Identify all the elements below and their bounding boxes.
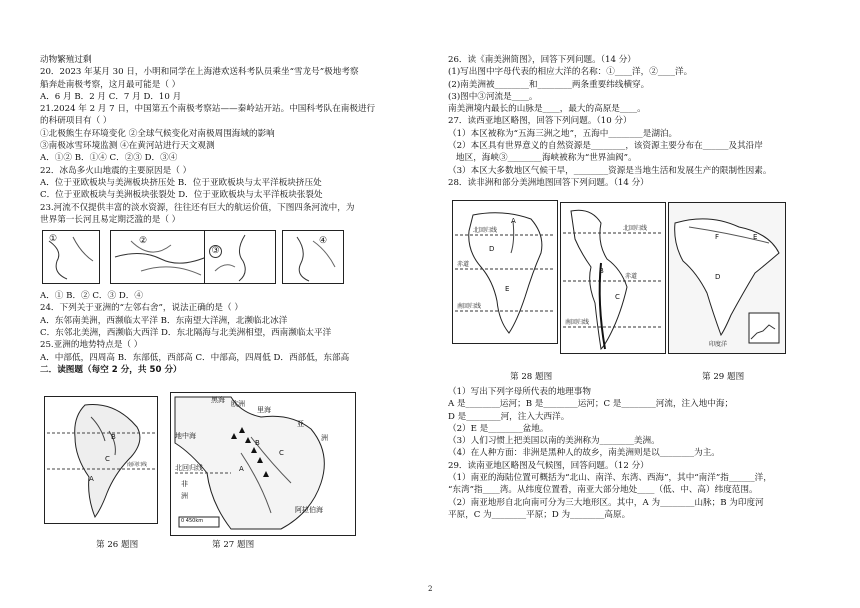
map-scale: 0 450km (181, 518, 204, 524)
text-line: （3）人们习惯上把美国以南的美洲称为________美洲。 (448, 436, 660, 447)
question-25: 25.亚洲的地势特点是（ ） (40, 340, 143, 351)
map-label: A (239, 465, 244, 473)
question-26: 26．读《南美洲简图》，回答下列问题。（14 分） (448, 55, 636, 65)
map-label: 阿拉伯海 (295, 506, 323, 514)
text-line: （1）写出下列字母所代表的地理事物 (448, 387, 591, 397)
map-label: 地中海 (175, 432, 196, 440)
question-28: 28．读非洲和部分美洲地图回答下列问题。（14 分） (448, 177, 649, 188)
caption-29: 第 29 题图 (702, 372, 745, 382)
map-label: 北回归线 (623, 225, 648, 232)
options-23: A．① B．② C．③ D．④ (40, 291, 143, 302)
text-line: 南美洲境内最长的山脉是____，最大的高原是____。 (448, 104, 646, 115)
right-column (448, 54, 828, 189)
map-label: F (715, 233, 720, 241)
caption-28: 第 28 题图 (510, 372, 553, 382)
map-label: 欧洲 (231, 400, 245, 408)
text-line: （1）本区被称为“五海三洲之地”，五海中________是湖泊。 (448, 128, 678, 139)
options-22: A．位于亚欧板块与美洲板块挤压处 B．位于亚欧板块与太平洋板块挤压处 (40, 177, 322, 188)
text-line: 动物繁殖过剩 (40, 55, 92, 65)
map-label: B (599, 267, 604, 275)
text-line: D 是________河，注入大西洋。 (448, 411, 570, 422)
river-label: ④ (319, 236, 328, 247)
text-line: (3)图中③河流是____。 (448, 91, 538, 102)
options-20: A．6 月 B．2 月 C．7 月 D．10 月 (40, 91, 182, 102)
map-26-south-america (44, 396, 158, 524)
question-23: 23.河流不仅提供丰富的淡水资源，往往还有巨大的航运价值，下图四条河流中，为 (40, 202, 355, 213)
text-line: (1)写出图中字母代表的相应大洋的名称：①____洋，②____洋。 (448, 67, 693, 78)
text-line: A 是________运河；B 是________运河；C 是________河流，注入地中海； (448, 399, 734, 410)
question-20: 20．2023 年某月 30 日，小明和同学在上海港欢送科考队员乘坐“雪龙号”极地考察 (40, 67, 359, 78)
text-line: （2）E 是________盆地。 (448, 423, 549, 434)
question-27: 27．读西亚地区略图，回答下列问题。（10 分） (448, 116, 632, 127)
river-map-4 (282, 230, 344, 284)
text-line: ①北极熊生存环境变化 ②全球气候变化对南极周围海域的影响 (40, 128, 275, 139)
text-line: （4）在人种方面：非洲是黑种人的故乡，南美洲则是以________为主。 (448, 448, 720, 459)
options-24: C．东邻北美洲，西濒临大西洋 D．东北隔海与北美洲相望，西南濒临太平洋 (40, 328, 332, 339)
map-label: 南回归线 (457, 303, 482, 310)
map-label: C (105, 455, 110, 463)
map-label: A (511, 217, 516, 225)
text-line: （1）南亚的海陆位置可概括为“北山、南洋、东湾、西海”，其中“南洋”指______洋， (448, 473, 772, 484)
river-map-1 (42, 230, 100, 284)
map-label: E (505, 285, 510, 293)
text-line: （3）本区大多数地区气候干旱，________资源是当地生活和发展生产的限制性因素。 (448, 165, 772, 176)
text-line: （2）本区具有世界意义的自然资源是________，该资源主要分布在______及其沿岸 (448, 141, 763, 152)
map-label: 南回归线 (127, 462, 148, 468)
page-number: 2 (428, 585, 433, 593)
question-22: 22．冰岛多火山地震的主要原因是（ ） (40, 165, 192, 176)
text-line: 平原，C 为________平原；D 为________高原。 (448, 509, 631, 520)
text-line: ③南极冰雪环境监测 ④在黄河站进行天文观测 (40, 141, 215, 152)
map-label: 非 (181, 480, 188, 488)
map-label: 印度洋 (709, 341, 728, 348)
map-27-west-asia (170, 392, 356, 536)
river-maps (40, 230, 426, 286)
question-29: 29．读南亚地区略图及气候图，回答问题。（12 分） (448, 460, 649, 471)
map-label: 洲 (181, 492, 188, 500)
question-24: 24．下列关于亚洲的“左邻右舍”，说法正确的是（ ） (40, 303, 243, 314)
text-line: 世界第一长河且易定期泛滥的是（ ） (40, 214, 181, 225)
river-map-2 (110, 230, 216, 284)
map-28-americas (560, 202, 666, 354)
caption-27: 第 27 题图 (212, 540, 255, 550)
map-label: B (255, 439, 260, 447)
map-label: 赤道 (625, 273, 638, 280)
river-map-3 (204, 230, 276, 284)
options-22: C．位于亚欧板块与美洲板块张裂处 D．位于亚欧板块与太平洋板块张裂处 (40, 190, 323, 201)
map-label: 洲 (321, 434, 328, 442)
text-line: 的科研项目有（ ） (40, 116, 112, 127)
map-label: D (489, 245, 495, 253)
map-label: B (111, 433, 116, 441)
map-label: C (615, 293, 620, 301)
text-line: (2)南美洲被________和________两条重要纬线横穿。 (448, 79, 650, 90)
left-column (40, 54, 426, 376)
river-label: ③ (209, 245, 222, 258)
map-28-africa (452, 200, 558, 344)
options-25: A．中部低，四周高 B．东部低，西部高 C．中部高，四周低 D．西部低，东部高 (40, 352, 350, 363)
question-21: 21.2024 年 2 月 7 日，中国第五个南极考察站——秦岭站开站。中国科考队在南极进行 (40, 104, 376, 115)
map-label: 南回归线 (565, 319, 590, 326)
map-label: 赤道 (457, 261, 470, 268)
map-label: A (89, 475, 94, 483)
map-label: C (279, 449, 284, 457)
river-label: ① (49, 234, 58, 245)
text-line: 地区，海峡③________海峡被称为“世界油阀”。 (456, 153, 637, 164)
map-29-south-asia (668, 202, 786, 354)
map-label: 黑海 (211, 396, 225, 404)
map-label: D (715, 273, 721, 281)
options-24: A．东邻南美洲，西濒临太平洋 B．东南望大洋洲，北濒临北冰洋 (40, 315, 288, 326)
text-line: “东湾”指____湾。从纬度位置看，南亚大部分地处____（低、中、高）纬度范围。 (448, 485, 758, 496)
map-label: E (753, 233, 758, 241)
map-label: 里海 (257, 406, 271, 414)
text-line: （2）南亚地形自北向南可分为三大地形区。其中，A 为________山脉；B 为印度河 (448, 497, 764, 508)
caption-26: 第 26 题图 (96, 540, 139, 550)
options-21: A．①② B．①④ C．②③ D．③④ (40, 153, 178, 164)
river-label: ② (139, 236, 148, 247)
map-label: 亚 (297, 420, 304, 428)
map-label: 北回归线 (175, 464, 203, 472)
map-label: 北回归线 (473, 227, 498, 234)
section-heading: 二．读图题（每空 2 分，共 50 分） (40, 364, 182, 375)
text-line: 船奔赴南极考察，这月最可能是（ ） (40, 79, 181, 90)
right-column-lower (448, 386, 828, 521)
